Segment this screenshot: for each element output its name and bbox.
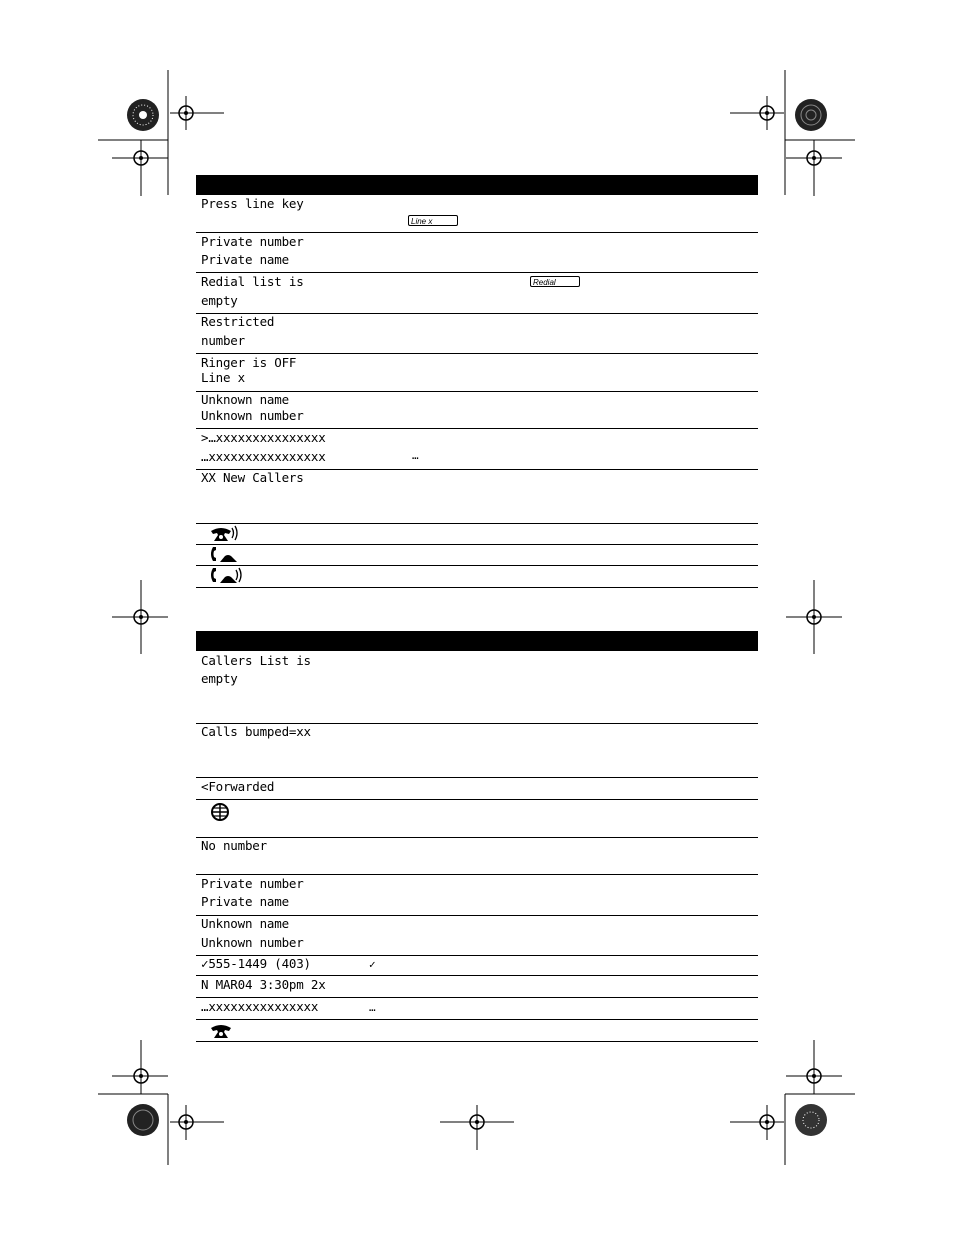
row-divider [196,777,758,778]
row-divider [196,313,758,314]
display-message: ✓555-1449 (403) [201,956,311,971]
display-message: Restricted [201,314,275,329]
checkmark-symbol: ✓ [369,958,376,971]
display-message: number [201,333,245,348]
line-key-button: Line x [408,215,458,226]
ellipsis-symbol: … [412,449,419,462]
redial-key-button: Redial [530,276,580,287]
display-message: <Forwarded [201,779,275,794]
ellipsis-symbol: … [369,1001,376,1014]
display-message: Unknown name [201,392,289,407]
row-divider [196,997,758,998]
row-divider [196,353,758,354]
display-message: >…xxxxxxxxxxxxxxx [201,430,326,445]
register-wheel-icon [795,99,827,131]
row-divider [196,587,758,588]
register-wheel-icon [795,1104,827,1136]
register-wheel-icon [127,1104,159,1136]
display-message: Private number [201,876,304,891]
display-message: Unknown number [201,408,304,423]
row-divider [196,837,758,838]
table-header-bar [196,175,758,195]
display-message: Press line key [201,196,304,211]
row-divider [196,523,758,524]
row-divider [196,1041,758,1042]
display-message: Private name [201,894,289,909]
table-header-bar [196,631,758,651]
display-message: Calls bumped=xx [201,724,311,739]
display-message: No number [201,838,267,853]
handset-on-hook-icon [208,546,240,564]
row-divider [196,874,758,875]
handset-ringing-icon [208,567,246,585]
telephone-icon [209,1022,235,1039]
display-message: Ringer is OFF [201,355,297,370]
display-message: empty [201,671,238,686]
row-divider [196,544,758,545]
row-divider [196,232,758,233]
display-message: Unknown number [201,935,304,950]
display-message: Unknown name [201,916,289,931]
globe-icon [209,802,231,822]
ringing-phone-icon [208,525,238,543]
display-message: Line x [201,370,245,385]
row-divider [196,1019,758,1020]
display-message: Callers List is [201,653,311,668]
display-message: Redial list is [201,274,304,289]
row-divider [196,428,758,429]
display-message: …xxxxxxxxxxxxxxxx [201,449,326,464]
row-divider [196,975,758,976]
row-divider [196,565,758,566]
row-divider [196,272,758,273]
display-message: N MAR04 3:30pm 2x [201,977,326,992]
display-message: empty [201,293,238,308]
display-message: XX New Callers [201,470,304,485]
display-message: …xxxxxxxxxxxxxxx [201,999,319,1014]
display-message: Private name [201,252,289,267]
display-message: Private number [201,234,304,249]
row-divider [196,799,758,800]
